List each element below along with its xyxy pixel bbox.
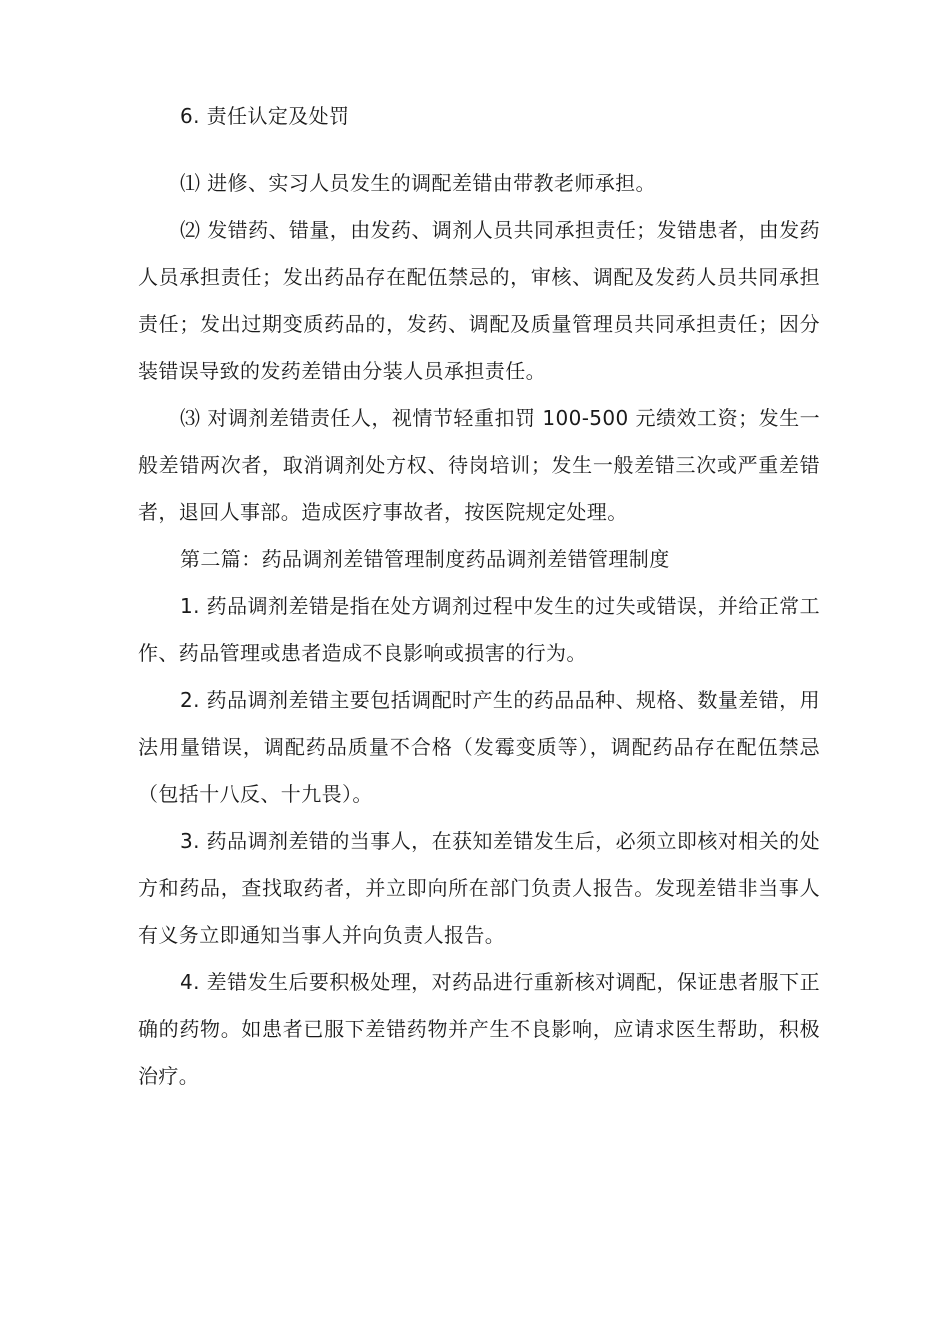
paragraph-item-2: 2. 药品调剂差错主要包括调配时产生的药品品种、规格、数量差错，用法用量错误，调配药品质量不合格（发霉变质等），调配药品存在配伍禁忌（包括十八反、十九畏）。 — [138, 688, 820, 806]
paragraph-item-4: 4. 差错发生后要积极处理，对药品进行重新核对调配，保证患者服下正确的药物。如患者已服下差错药物并产生不良影响，应请求医生帮助，积极治疗。 — [138, 970, 820, 1088]
paragraph-1: ⑴ 进修、实习人员发生的调配差错由带教老师承担。 — [180, 171, 656, 195]
paragraph-item-3: 3. 药品调剂差错的当事人，在获知差错发生后，必须立即核对相关的处方和药品，查找取药者，并立即向所在部门负责人报告。发现差错非当事人有义务立即通知当事人并向负责人报告。 — [138, 829, 820, 947]
paragraph-item-1: 1. 药品调剂差错是指在处方调剂过程中发生的过失或错误，并给正常工作、药品管理或患者造成不良影响或损害的行为。 — [138, 594, 820, 665]
paragraph-3: ⑶ 对调剂差错责任人，视情节轻重扣罚 100-500 元绩效工资；发生一般差错两次者，取消调剂处方权、待岗培训；发生一般差错三次或严重差错者，退回人事部。造成医疗事故者，按医院规定处理。 — [138, 406, 820, 524]
document-body — [138, 93, 820, 1100]
section-heading: 6. 责任认定及处罚 — [180, 104, 350, 128]
part-two-title: 第二篇：药品调剂差错管理制度药品调剂差错管理制度 — [180, 547, 670, 571]
paragraph-2: ⑵ 发错药、错量，由发药、调剂人员共同承担责任；发错患者，由发药人员承担责任；发出药品存在配伍禁忌的，审核、调配及发药人员共同承担责任；发出过期变质药品的，发药、调配及质量管理员共同承担责任；因分装错误导致的发药差错由分装人员承担责任。 — [138, 218, 820, 383]
